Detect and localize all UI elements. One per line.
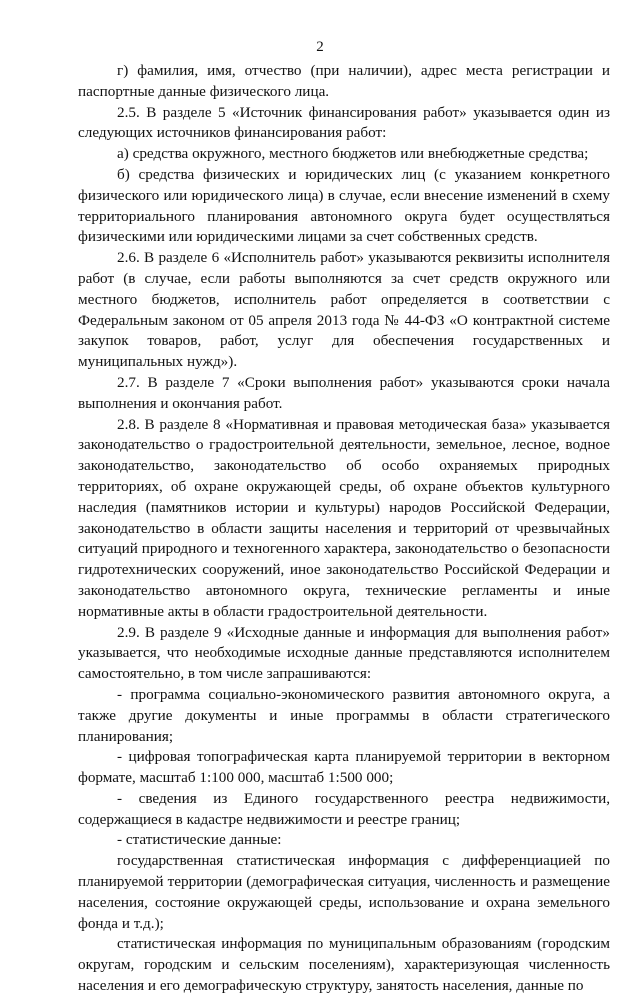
paragraph-2-8-legal-basis: 2.8. В разделе 8 «Нормативная и правовая методическая база» указывается законодательство о градостроительной деятельности, земельное, лесное, водное законодательство, законодательство об особо охраняемых природных территориях, об охране окружающей среды, об охране объектов культурного наследия (памятников истории и культуры) народов Российской Федерации, законодательство в области защиты населения и территорий от чрезвычайных ситуаций природного и техногенного характера, законодательство о безопасности гидротехнических сооружений, иное законодательство Российской Федерации и законодательство автономного округа, технические регламенты и иные нормативные акты в области градостроительной деятельности.	[78, 415, 610, 620]
list-item-statistical-data: - статистические данные:	[117, 831, 282, 849]
document-body	[78, 61, 610, 997]
paragraph-funding-private: б) средства физических и юридических лиц (с указанием конкретного физического или юридического лица) в случае, если внесение изменений в схему территориального планирования автономного округа будет осуществляться физическими или юридическими лицами за счет собственных средств.	[78, 165, 610, 246]
paragraph-state-statistics: государственная статистическая информация с дифференциацией по планируемой территории (демографическая ситуация, численность и размещение населения, состояние окружающей среды, использование и охрана земельного фонда и т.д.);	[78, 852, 610, 932]
page-number: 2	[316, 39, 324, 55]
list-item-development-program: - программа социально-экономического развития автономного округа, а также другие документы и иные программы в области стратегического планирования;	[78, 685, 610, 745]
paragraph-2-9-source-data: 2.9. В разделе 9 «Исходные данные и информация для выполнения работ» указывается, что необходимые исходные данные представляются исполнителем самостоятельно, в том числе запрашиваются:	[78, 623, 610, 683]
list-item-topographic-map: - цифровая топографическая карта планируемой территории в векторном формате, масштаб 1:100 000, масштаб 1:500 000;	[78, 748, 610, 787]
paragraph-2-5-funding-source: 2.5. В разделе 5 «Источник финансирования работ» указывается один из следующих источников финансирования работ:	[78, 103, 610, 142]
paragraph-2-6-contractor: 2.6. В разделе 6 «Исполнитель работ» указываются реквизиты исполнителя работ (в случае, если работы выполняются за счет средств окружного или местного бюджетов, исполнитель работ определяется в соответствии с Федеральным законом от 05 апреля 2013 года № 44-ФЗ «О контрактной системе закупок товаров, работ, услуг для обеспечения государственных и муниципальных нужд»).	[78, 249, 610, 371]
paragraph-passport-data: г) фамилия, имя, отчество (при наличии), адрес места регистрации и паспортные данные физического лица.	[78, 62, 610, 100]
paragraph-municipal-statistics: статистическая информация по муниципальным образованиям (городским округам, городским и сельским поселениям), характеризующая численность населения и его демографическую структуру, занятость населения, данные по	[78, 935, 610, 995]
list-item-real-estate-registry: - сведения из Единого государственного реестра недвижимости, содержащиеся в кадастре недвижимости и реестре границ;	[78, 789, 610, 828]
paragraph-funding-budget: а) средства окружного, местного бюджетов или внебюджетные средства;	[117, 145, 589, 163]
paragraph-2-7-deadlines: 2.7. В разделе 7 «Сроки выполнения работ» указываются сроки начала выполнения и окончания работ.	[78, 373, 610, 412]
